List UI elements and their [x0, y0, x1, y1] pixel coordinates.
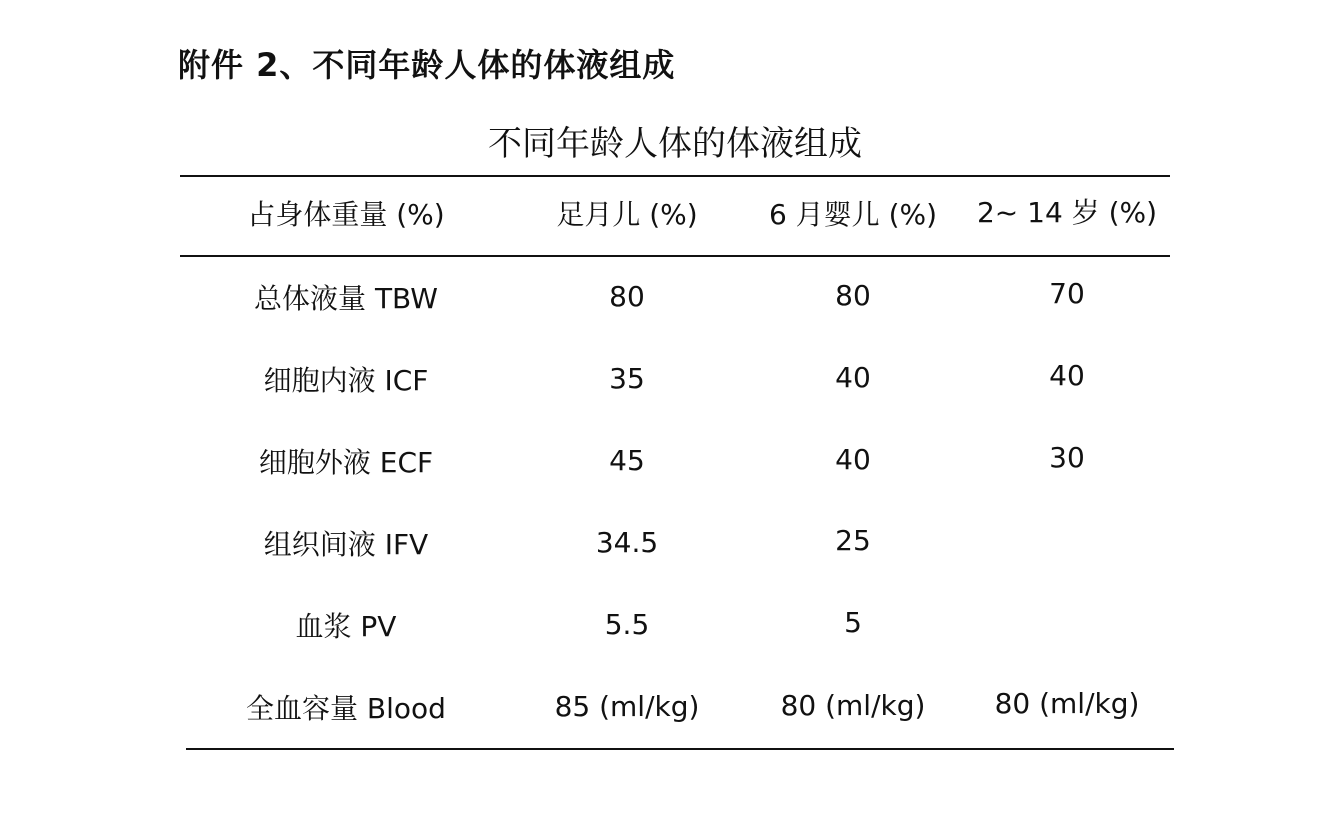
table-cell: 30: [1049, 441, 1085, 474]
table-cell: 40: [835, 361, 871, 394]
row-label: 总体液量 TBW: [254, 282, 438, 315]
table-cell: 80 (ml/kg): [994, 687, 1140, 720]
table-cell: 80: [609, 280, 645, 313]
table-cell: 5: [844, 606, 862, 639]
header-rule: [180, 255, 1170, 257]
row-label: 血浆 PV: [295, 610, 397, 643]
table-cell: 5.5: [604, 608, 650, 641]
table-top-rule: [180, 175, 1170, 177]
header-cell: 2~ 14 岁 (%): [976, 196, 1158, 229]
table-cell: 40: [1049, 359, 1085, 392]
table-cell: 80: [835, 279, 871, 312]
table-cell: 45: [609, 444, 645, 477]
header-cell: 占身体重量 (%): [247, 198, 445, 231]
row-label: 细胞外液 ECF: [258, 446, 434, 479]
table-title: 不同年龄人体的体液组成: [488, 124, 862, 164]
header-cell: 6 月婴儿 (%): [768, 198, 938, 231]
table-cell: 34.5: [595, 526, 659, 559]
table-cell: 85 (ml/kg): [554, 690, 700, 723]
table-bottom-rule: [186, 748, 1174, 750]
row-label: 全血容量 Blood: [246, 692, 446, 725]
table-cell: 80 (ml/kg): [780, 689, 926, 722]
table-cell: 25: [835, 524, 871, 557]
document-heading: 附件 2、不同年龄人体的体液组成: [178, 46, 676, 84]
row-label: 组织间液 IFV: [263, 528, 429, 561]
table-cell: 40: [835, 443, 871, 476]
table-cell: 70: [1049, 277, 1085, 310]
row-label: 细胞内液 ICF: [263, 364, 429, 397]
header-cell: 足月儿 (%): [556, 198, 698, 231]
table-cell: 35: [609, 362, 645, 395]
